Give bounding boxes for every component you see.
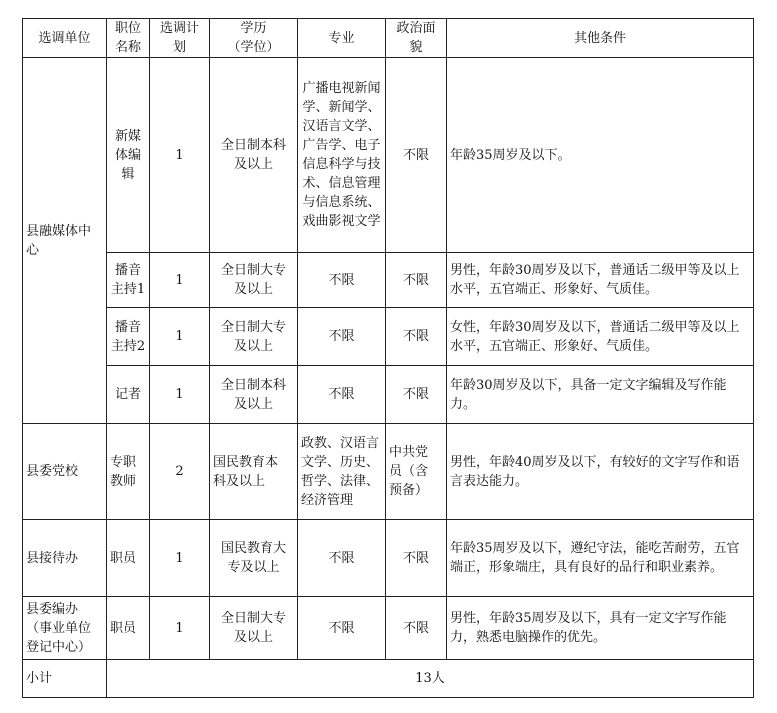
unit-text: 县委编办 （事业单位 登记中心） (26, 601, 92, 655)
education-text: 国民教育大 专及以上 (220, 541, 286, 575)
plan-cell: 2 (150, 424, 210, 520)
position-cell (107, 366, 150, 424)
plan-cell: 1 (150, 58, 210, 253)
unit-cell: 县委党校 (23, 424, 107, 520)
major-cell: 不限 (298, 308, 386, 366)
education-cell (210, 424, 298, 520)
education-text: 国民教育本 科及以上 (213, 454, 279, 489)
other-cell: 年龄35周岁及以下。 (447, 58, 754, 253)
education-text: 全日制大专 及以上 (220, 611, 286, 645)
header-other: 其他条件 (447, 19, 754, 58)
major-cell: 不限 (298, 253, 386, 308)
political-cell (386, 424, 447, 520)
recruitment-table (22, 18, 754, 698)
table-row (23, 58, 754, 253)
position-cell (107, 58, 150, 253)
position-cell (107, 253, 150, 308)
political-text: 中共党 员（含 预备） (389, 445, 429, 498)
header-position (107, 19, 150, 58)
unit-cell: 县融媒体中心 (23, 58, 107, 424)
header-political (386, 19, 447, 58)
table-row (23, 253, 754, 308)
political-cell: 不限 (386, 253, 447, 308)
table-row (23, 520, 754, 597)
other-cell: 年龄35周岁及以下，遵纪守法，能吃苦耐劳，五官端正，形象端庄，具有良好的品行和职业素养。 (447, 520, 754, 597)
position-cell (107, 424, 150, 520)
plan-cell: 1 (150, 597, 210, 660)
header-position-text: 职位 名称 (114, 21, 141, 55)
education-text: 全日制大专 及以上 (220, 319, 286, 354)
header-plan (150, 19, 210, 58)
other-cell: 男性，年龄35周岁及以下，具有一定文字写作能力，熟悉电脑操作的优先。 (447, 597, 754, 660)
position-text: 专职 教师 (110, 454, 137, 489)
header-major: 专业 (298, 19, 386, 58)
education-cell (210, 253, 298, 308)
position-text: 播音 主持1 (110, 263, 146, 297)
other-cell: 年龄30周岁及以下，具备一定文字编辑及写作能力。 (447, 366, 754, 424)
education-cell (210, 520, 298, 597)
table-row (23, 366, 754, 424)
plan-cell: 1 (150, 308, 210, 366)
header-row (23, 19, 754, 58)
position-text: 记者 (114, 387, 141, 402)
political-cell: 不限 (386, 597, 447, 660)
position-text: 播音 主持2 (110, 319, 146, 354)
major-cell: 政教、汉语言文学、历史、哲学、法律、经济管理 (298, 424, 386, 520)
header-education (210, 19, 298, 58)
header-education-text: 学历 （学位） (227, 21, 280, 55)
total-row (23, 660, 754, 698)
other-cell: 男性，年龄30周岁及以下，普通话二级甲等及以上水平，五官端正、形象好、气质佳。 (447, 253, 754, 308)
education-text: 全日制本科 及以上 (220, 377, 286, 412)
header-plan-text: 选调计 划 (159, 21, 199, 55)
position-cell (107, 308, 150, 366)
table-row (23, 424, 754, 520)
political-cell: 不限 (386, 308, 447, 366)
education-cell (210, 366, 298, 424)
position-text: 新媒 体编 辑 (114, 128, 141, 182)
major-cell: 不限 (298, 597, 386, 660)
header-unit: 选调单位 (23, 19, 107, 58)
total-label: 小计 (23, 660, 107, 698)
major-cell: 广播电视新闻学、新闻学、汉语言文学、广告学、电子信息科学与技术、信息管理与信息系统、戏曲影视文学 (298, 58, 386, 253)
unit-cell (23, 597, 107, 660)
plan-cell: 1 (150, 253, 210, 308)
table-row (23, 308, 754, 366)
other-cell: 女性，年龄30周岁及以下，普通话二级甲等及以上水平，五官端正、形象好、气质佳。 (447, 308, 754, 366)
major-cell: 不限 (298, 520, 386, 597)
plan-cell: 1 (150, 520, 210, 597)
political-cell: 不限 (386, 366, 447, 424)
unit-cell: 县接待办 (23, 520, 107, 597)
education-text: 全日制大专 及以上 (220, 263, 286, 297)
education-text: 全日制本科 及以上 (220, 138, 286, 172)
position-cell: 职员 (107, 597, 150, 660)
education-cell (210, 58, 298, 253)
position-cell: 职员 (107, 520, 150, 597)
political-cell: 不限 (386, 58, 447, 253)
political-cell: 不限 (386, 520, 447, 597)
header-political-text: 政治面 貌 (396, 21, 436, 55)
other-cell: 男性，年龄40周岁及以下，有较好的文字写作和语言表达能力。 (447, 424, 754, 520)
education-cell (210, 597, 298, 660)
education-cell (210, 308, 298, 366)
total-value: 13人 (107, 660, 754, 698)
major-cell: 不限 (298, 366, 386, 424)
table-row (23, 597, 754, 660)
plan-cell: 1 (150, 366, 210, 424)
